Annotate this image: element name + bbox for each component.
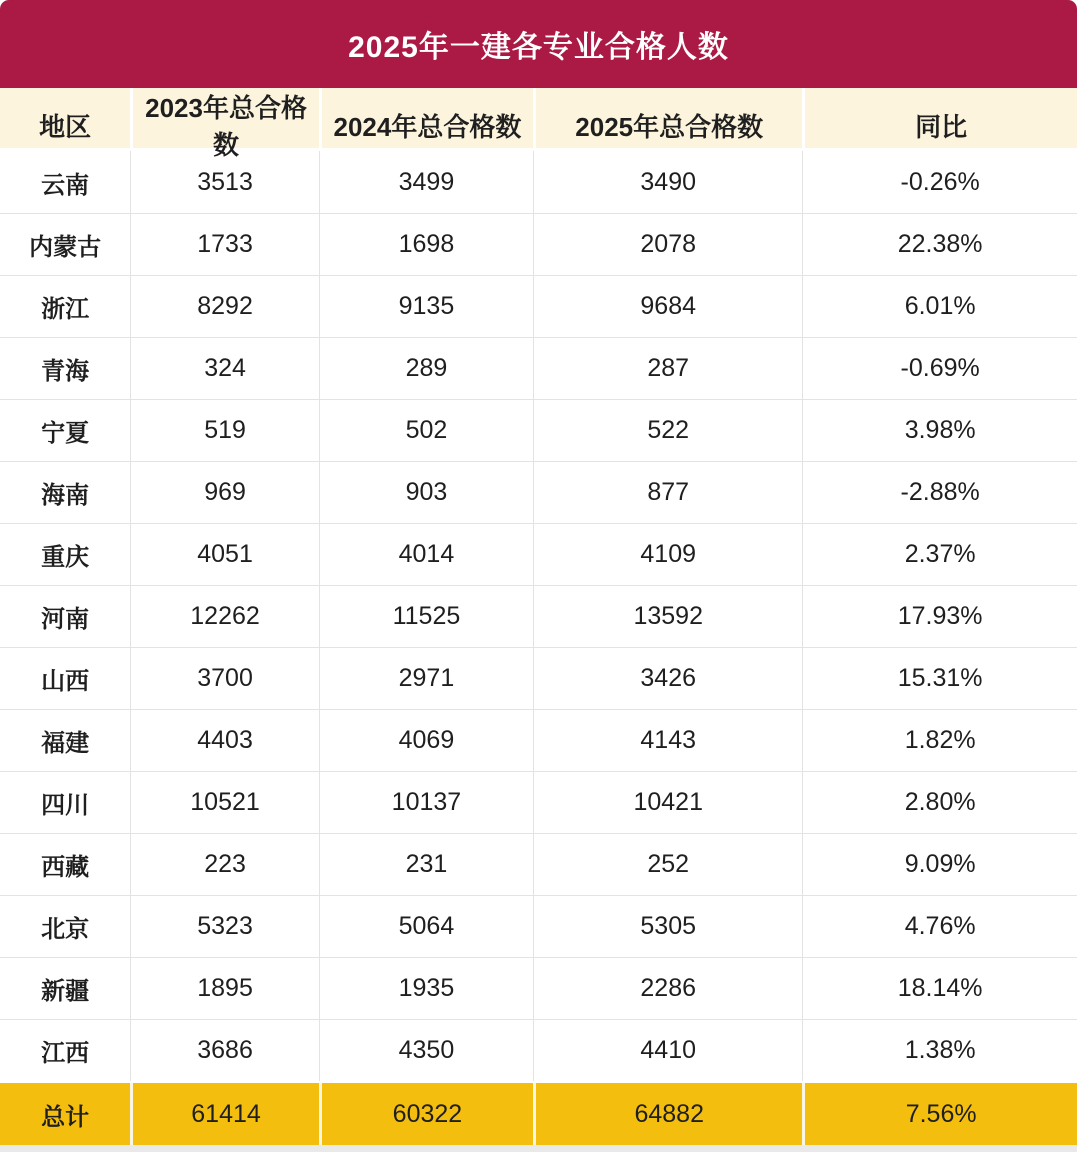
value-2024-cell: 3499	[319, 151, 533, 213]
value-2024-cell: 903	[319, 462, 533, 523]
region-cell: 北京	[41, 916, 90, 943]
total-label-cell: 总计	[41, 1103, 90, 1131]
yoy-cell: 9.09%	[802, 834, 1077, 895]
value-2023-cell: 5323	[130, 896, 318, 957]
value-2023-cell: 969	[130, 462, 318, 523]
value-2025-cell: 5305	[533, 896, 802, 957]
column-header-2025: 2025年总合格数	[533, 88, 802, 162]
table-row	[0, 337, 1077, 399]
value-2025-cell: 4143	[533, 710, 802, 771]
table-row	[0, 1019, 1077, 1081]
value-2023-cell: 4051	[130, 524, 318, 585]
value-2025-cell: 9684	[533, 276, 802, 337]
table-row	[0, 523, 1077, 585]
value-2023-cell: 1733	[130, 214, 318, 275]
yoy-cell: 2.80%	[802, 772, 1077, 833]
value-2023-cell: 3513	[130, 151, 318, 213]
table-row	[0, 771, 1077, 833]
value-2024-cell: 4350	[319, 1020, 533, 1081]
column-header-2024: 2024年总合格数	[319, 88, 533, 162]
column-header-row	[0, 88, 1077, 160]
value-2025-cell: 10421	[533, 772, 802, 833]
value-2025-cell: 252	[533, 834, 802, 895]
value-2024-cell: 289	[319, 338, 533, 399]
value-2024-cell: 10137	[319, 772, 533, 833]
value-2024-cell: 4069	[319, 710, 533, 771]
value-2023-cell: 8292	[130, 276, 318, 337]
yoy-cell: 15.31%	[802, 648, 1077, 709]
table-title-banner	[0, 0, 1077, 88]
value-2023-cell: 324	[130, 338, 318, 399]
value-2023-cell: 10521	[130, 772, 318, 833]
region-cell: 重庆	[41, 544, 90, 571]
value-2025-cell: 2286	[533, 958, 802, 1019]
column-header-region: 地区	[39, 111, 92, 142]
total-2023-cell: 61414	[130, 1083, 318, 1145]
region-cell: 江西	[41, 1040, 90, 1067]
region-cell: 青海	[41, 358, 90, 385]
yoy-cell: 6.01%	[802, 276, 1077, 337]
table-row	[0, 151, 1077, 213]
value-2024-cell: 11525	[319, 586, 533, 647]
value-2023-cell: 4403	[130, 710, 318, 771]
table-body	[0, 151, 1077, 1081]
region-cell: 西藏	[41, 854, 90, 881]
value-2023-cell: 3686	[130, 1020, 318, 1081]
value-2024-cell: 1698	[319, 214, 533, 275]
yoy-cell: 22.38%	[802, 214, 1077, 275]
value-2025-cell: 522	[533, 400, 802, 461]
total-2025-cell: 64882	[533, 1083, 802, 1145]
region-cell: 云南	[41, 171, 90, 199]
value-2023-cell: 3700	[130, 648, 318, 709]
region-cell: 福建	[41, 730, 90, 757]
region-cell: 四川	[41, 792, 90, 819]
value-2025-cell: 13592	[533, 586, 802, 647]
yoy-cell: -2.88%	[802, 462, 1077, 523]
table-row	[0, 895, 1077, 957]
table-row	[0, 275, 1077, 337]
yoy-cell: 1.82%	[802, 710, 1077, 771]
value-2025-cell: 4109	[533, 524, 802, 585]
total-yoy-cell: 7.56%	[802, 1083, 1077, 1145]
value-2023-cell: 223	[130, 834, 318, 895]
value-2025-cell: 3426	[533, 648, 802, 709]
column-header-yoy: 同比	[802, 88, 1077, 162]
table-row	[0, 957, 1077, 1019]
table-row	[0, 213, 1077, 275]
yoy-cell: -0.26%	[802, 151, 1077, 213]
value-2025-cell: 2078	[533, 214, 802, 275]
value-2023-cell: 1895	[130, 958, 318, 1019]
value-2025-cell: 287	[533, 338, 802, 399]
total-row	[0, 1083, 1077, 1145]
table-row	[0, 709, 1077, 771]
value-2024-cell: 5064	[319, 896, 533, 957]
value-2023-cell: 12262	[130, 586, 318, 647]
value-2024-cell: 2971	[319, 648, 533, 709]
value-2024-cell: 1935	[319, 958, 533, 1019]
region-cell: 内蒙古	[29, 234, 102, 261]
yoy-cell: 1.38%	[802, 1020, 1077, 1081]
region-cell: 宁夏	[41, 420, 90, 447]
yoy-cell: 2.37%	[802, 524, 1077, 585]
value-2025-cell: 3490	[533, 151, 802, 213]
value-2023-cell: 519	[130, 400, 318, 461]
table-title: 2025年一建各专业合格人数	[348, 31, 729, 64]
table-row	[0, 833, 1077, 895]
total-2024-cell: 60322	[319, 1083, 533, 1145]
column-header-2023: 2023年总合格数	[130, 88, 318, 162]
yoy-cell: 17.93%	[802, 586, 1077, 647]
value-2024-cell: 4014	[319, 524, 533, 585]
yoy-cell: 18.14%	[802, 958, 1077, 1019]
table-row	[0, 399, 1077, 461]
yoy-cell: 3.98%	[802, 400, 1077, 461]
yoy-cell: -0.69%	[802, 338, 1077, 399]
table-row	[0, 461, 1077, 523]
region-cell: 浙江	[41, 296, 90, 323]
value-2024-cell: 502	[319, 400, 533, 461]
yoy-cell: 4.76%	[802, 896, 1077, 957]
value-2024-cell: 231	[319, 834, 533, 895]
table-row	[0, 647, 1077, 709]
region-cell: 山西	[41, 668, 90, 695]
region-cell: 河南	[41, 606, 90, 633]
value-2025-cell: 877	[533, 462, 802, 523]
value-2024-cell: 9135	[319, 276, 533, 337]
value-2025-cell: 4410	[533, 1020, 802, 1081]
table-row	[0, 585, 1077, 647]
region-cell: 新疆	[41, 978, 90, 1005]
region-cell: 海南	[41, 482, 90, 509]
